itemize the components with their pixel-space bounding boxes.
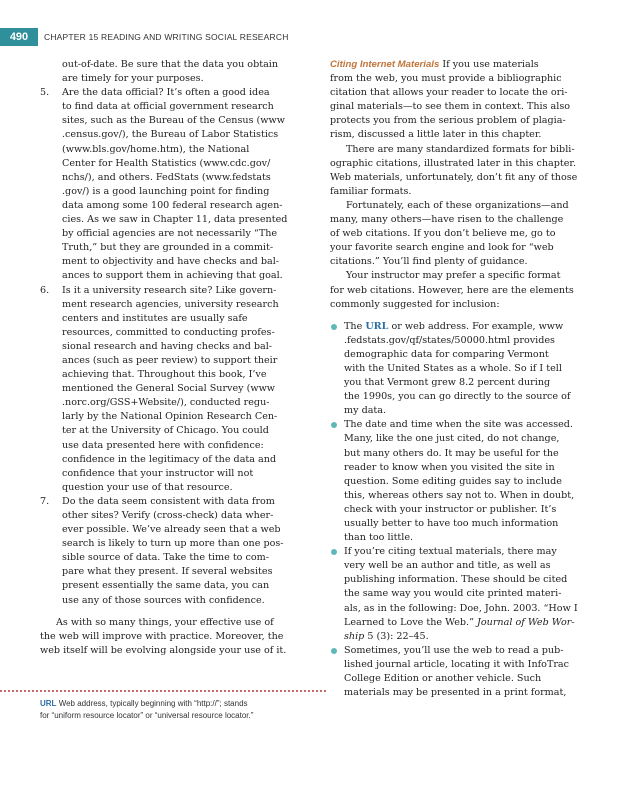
text-line: (www.bls.gov/home.htm), the National xyxy=(62,143,250,155)
text-line: use any of those sources with confidence. xyxy=(62,594,265,606)
list-number: 6. xyxy=(40,284,50,296)
text-line: materials may be presented in a print format, xyxy=(344,687,567,699)
text-line: ances to support them in achieving that goal. xyxy=(62,270,283,282)
text-line: usually better to have too much information xyxy=(344,518,559,529)
text-line: Learned to Love the Web.” Journal of Web Wor- xyxy=(344,616,575,628)
text-line: pare what they present. If several websites xyxy=(62,566,273,578)
text-line: question. Some editing guides say to include xyxy=(344,475,562,487)
glossary-term: URL xyxy=(40,699,57,708)
paragraph: There are many standardized formats for bibli- xyxy=(346,143,575,155)
bullet-item: Sometimes, you’ll use the web to read a pub- xyxy=(330,644,570,658)
closing-paragraph: As with so many things, your effective use of xyxy=(56,616,274,628)
text-line: web itself will be evolving alongside your use of it. xyxy=(40,644,287,656)
list-number: 7. xyxy=(40,495,50,507)
list-number: 5. xyxy=(40,87,50,99)
text-line: are timely for your purposes. xyxy=(62,73,204,85)
text-line: cies. As we saw in Chapter 11, data presented xyxy=(62,214,288,226)
text-line: check with your instructor or publisher. It’s xyxy=(344,503,557,515)
text-line: centers and institutes are usually safe xyxy=(62,312,248,324)
key-term-url: URL xyxy=(365,320,389,332)
text-line: nchs/), and others. FedStats (www.fedstats xyxy=(62,171,271,183)
bullet-item: If you’re citing textual materials, there may xyxy=(330,545,570,559)
text-line: with the United States as a whole. So if I tell xyxy=(344,362,562,374)
text-line: protects you from the serious problem of plagia- xyxy=(330,115,566,127)
text-line: for web citations. However, here are the elements xyxy=(330,284,574,296)
glossary-definition-cont: for “uniform resource locator” or “universal resource locator.” xyxy=(40,711,254,720)
left-column xyxy=(40,58,318,658)
text-line: out-of-date. Be sure that the data you obtain xyxy=(62,59,279,70)
text-line: other sites? Verify (cross-check) data wher- xyxy=(62,510,274,521)
text-line: reader to know when you visited the site in xyxy=(344,461,555,473)
spacer xyxy=(40,608,318,616)
text-line: ment research agencies, university research xyxy=(62,298,279,310)
text-line: many, many others—have risen to the challenge xyxy=(330,214,564,226)
text-line: ginal materials—to see them in context. This also xyxy=(330,101,571,113)
text-line: als, as in the following: Doe, John. 2003. “How I xyxy=(344,602,578,614)
text-line: data among some 100 federal research agen- xyxy=(62,199,283,211)
text-line: present essentially the same data, you can xyxy=(62,580,270,592)
glossary-definition: Web address, typically beginning with “http://”; stands xyxy=(58,699,248,708)
text-line: than too little. xyxy=(344,532,414,544)
text-line: .gov/) is a good launching point for finding xyxy=(62,185,270,197)
text-line: mentioned the General Social Survey (www xyxy=(62,383,275,395)
text-line: very well be an author and title, as well as xyxy=(344,560,551,572)
text-line: Center for Health Statistics (www.cdc.gov/ xyxy=(62,157,271,169)
text-line: Many, like the one just cited, do not change, xyxy=(344,433,560,445)
paragraph: Fortunately, each of these organizations—and xyxy=(346,199,569,211)
text-line: sional research and having checks and bal- xyxy=(62,340,273,352)
text-line: larly by the National Opinion Research Cen- xyxy=(62,411,278,423)
text-line: this, whereas others say not to. When in doubt, xyxy=(344,489,575,501)
text-line: .norc.org/GSS+Website/), conducted regu- xyxy=(62,397,270,409)
paragraph: Your instructor may prefer a specific format xyxy=(346,270,561,282)
text-line: your favorite search engine and look for “web xyxy=(330,242,554,254)
bullet-icon xyxy=(331,648,337,654)
bullet-item: The URL or web address. For example, www xyxy=(330,320,570,334)
text-line: from the web, you must provide a bibliographic xyxy=(330,73,562,85)
text-line: commonly suggested for inclusion: xyxy=(330,298,500,310)
text-line: but many others do. It may be useful for the xyxy=(344,447,559,459)
text-line: ances (such as peer review) to support their xyxy=(62,354,278,366)
text-line: ter at the University of Chicago. You could xyxy=(62,425,269,437)
page-header xyxy=(0,28,636,46)
text-line: achieving that. Throughout this book, I’ve xyxy=(62,369,267,381)
text-line: you that Vermont grew 8.2 percent during xyxy=(344,377,551,389)
text-line: question your use of that resource. xyxy=(62,481,233,493)
bullet-icon xyxy=(331,422,337,428)
list-item-7: 7. Do the data seem consistent with data from xyxy=(40,495,318,509)
text-line: publishing information. These should be cited xyxy=(344,574,568,586)
bullet-icon xyxy=(331,549,337,555)
glossary-divider xyxy=(0,690,326,692)
text-line: search is likely to turn up more than one pos- xyxy=(62,538,284,550)
text-line: familiar formats. xyxy=(330,185,412,197)
text-line: Web materials, unfortunately, don’t fit any of those xyxy=(330,171,578,183)
text-line: to find data at official government research xyxy=(62,101,274,113)
text-line: sible source of data. Take the time to com- xyxy=(62,552,269,564)
text-line: lished journal article, locating it with InfoTrac xyxy=(344,658,570,670)
text-line: .fedstats.gov/qf/states/50000.html provides xyxy=(344,334,555,346)
bullet-item: The date and time when the site was accessed. xyxy=(330,418,570,432)
section-heading: Citing Internet Materials xyxy=(330,59,440,70)
glossary-note xyxy=(40,698,320,722)
text-line: the same way you would cite printed materi- xyxy=(344,588,562,600)
text-line: confidence that your instructor will not xyxy=(62,467,254,479)
text-line: citation that allows your reader to locate the ori- xyxy=(330,87,568,99)
text-line: .census.gov/), the Bureau of Labor Statistics xyxy=(62,129,279,141)
text-line: ment to objectivity and have checks and bal- xyxy=(62,256,280,268)
spacer xyxy=(330,312,570,320)
text-line: citations.” You’ll find plenty of guidance. xyxy=(330,256,528,268)
text-line: ship 5 (3): 22–45. xyxy=(344,630,429,642)
list-item-6: 6. Is it a university research site? Like govern- xyxy=(40,284,318,298)
text-line: the web will improve with practice. Moreover, the xyxy=(40,630,284,642)
section-heading-line: Citing Internet Materials If you use materials xyxy=(330,59,539,70)
list-item-5: 5. Are the data official? It’s often a good idea xyxy=(40,86,318,100)
right-column xyxy=(330,58,578,700)
text-line: rism, discussed a little later in this chapter. xyxy=(330,129,542,141)
text-line: of web citations. If you don’t believe me, go to xyxy=(330,228,556,240)
text-line: demographic data for comparing Vermont xyxy=(344,348,549,360)
text-line: use data presented here with confidence: xyxy=(62,439,264,451)
bullet-icon xyxy=(331,324,337,330)
text-line: sites, such as the Bureau of the Census (www xyxy=(62,115,285,127)
running-head: CHAPTER 15 READING AND WRITING SOCIAL RESEARCH xyxy=(44,32,289,42)
text-line: Truth,” but they are grounded in a commit- xyxy=(62,242,274,254)
page-number: 490 xyxy=(0,28,38,46)
text-line: ever possible. We’ve already seen that a web xyxy=(62,524,281,536)
text-line: my data. xyxy=(344,405,387,417)
text-line: resources, committed to conducting profes- xyxy=(62,326,275,338)
text-line: ographic citations, illustrated later in this chapter. xyxy=(330,157,576,169)
text-line: confidence in the legitimacy of the data and xyxy=(62,453,277,465)
text-line: the 1990s, you can go directly to the source of xyxy=(344,391,571,403)
text-line: College Edition or another vehicle. Such xyxy=(344,673,542,685)
text-line: by official agencies are not necessarily “The xyxy=(62,228,278,240)
